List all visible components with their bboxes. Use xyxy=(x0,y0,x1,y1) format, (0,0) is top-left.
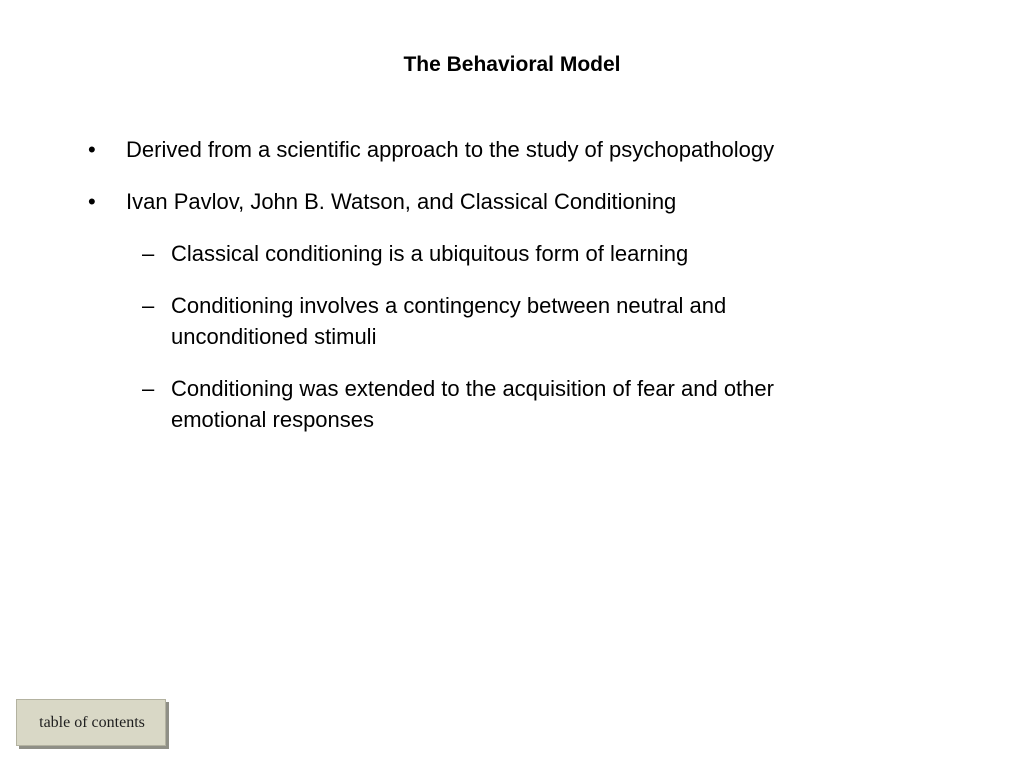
bullet-marker: • xyxy=(88,137,96,162)
bullet-text: Derived from a scientific approach to the study of psychopathology xyxy=(126,137,775,162)
sub-bullet-text-continued: emotional responses xyxy=(171,407,375,432)
sub-bullet-item xyxy=(0,373,1024,435)
slide-title: The Behavioral Model xyxy=(403,53,621,76)
bullet-text: Ivan Pavlov, John B. Watson, and Classical Conditioning xyxy=(126,189,677,214)
bullet-item xyxy=(0,186,1024,217)
dash-marker: – xyxy=(142,376,155,401)
sub-bullet-text-continued: unconditioned stimuli xyxy=(171,324,377,349)
sub-bullet-text: Conditioning involves a contingency between neutral and xyxy=(171,293,727,318)
sub-bullet-item xyxy=(0,238,1024,269)
bullet-item xyxy=(0,134,1024,165)
sub-bullet-text: Conditioning was extended to the acquisition of fear and other xyxy=(171,376,774,401)
dash-marker: – xyxy=(142,241,155,266)
table-of-contents-label: table of contents xyxy=(39,714,145,731)
table-of-contents-button[interactable] xyxy=(16,699,166,746)
sub-bullet-text: Classical conditioning is a ubiquitous form of learning xyxy=(171,241,689,266)
sub-bullet-item xyxy=(0,290,1024,352)
bullet-marker: • xyxy=(88,189,96,214)
dash-marker: – xyxy=(142,293,155,318)
